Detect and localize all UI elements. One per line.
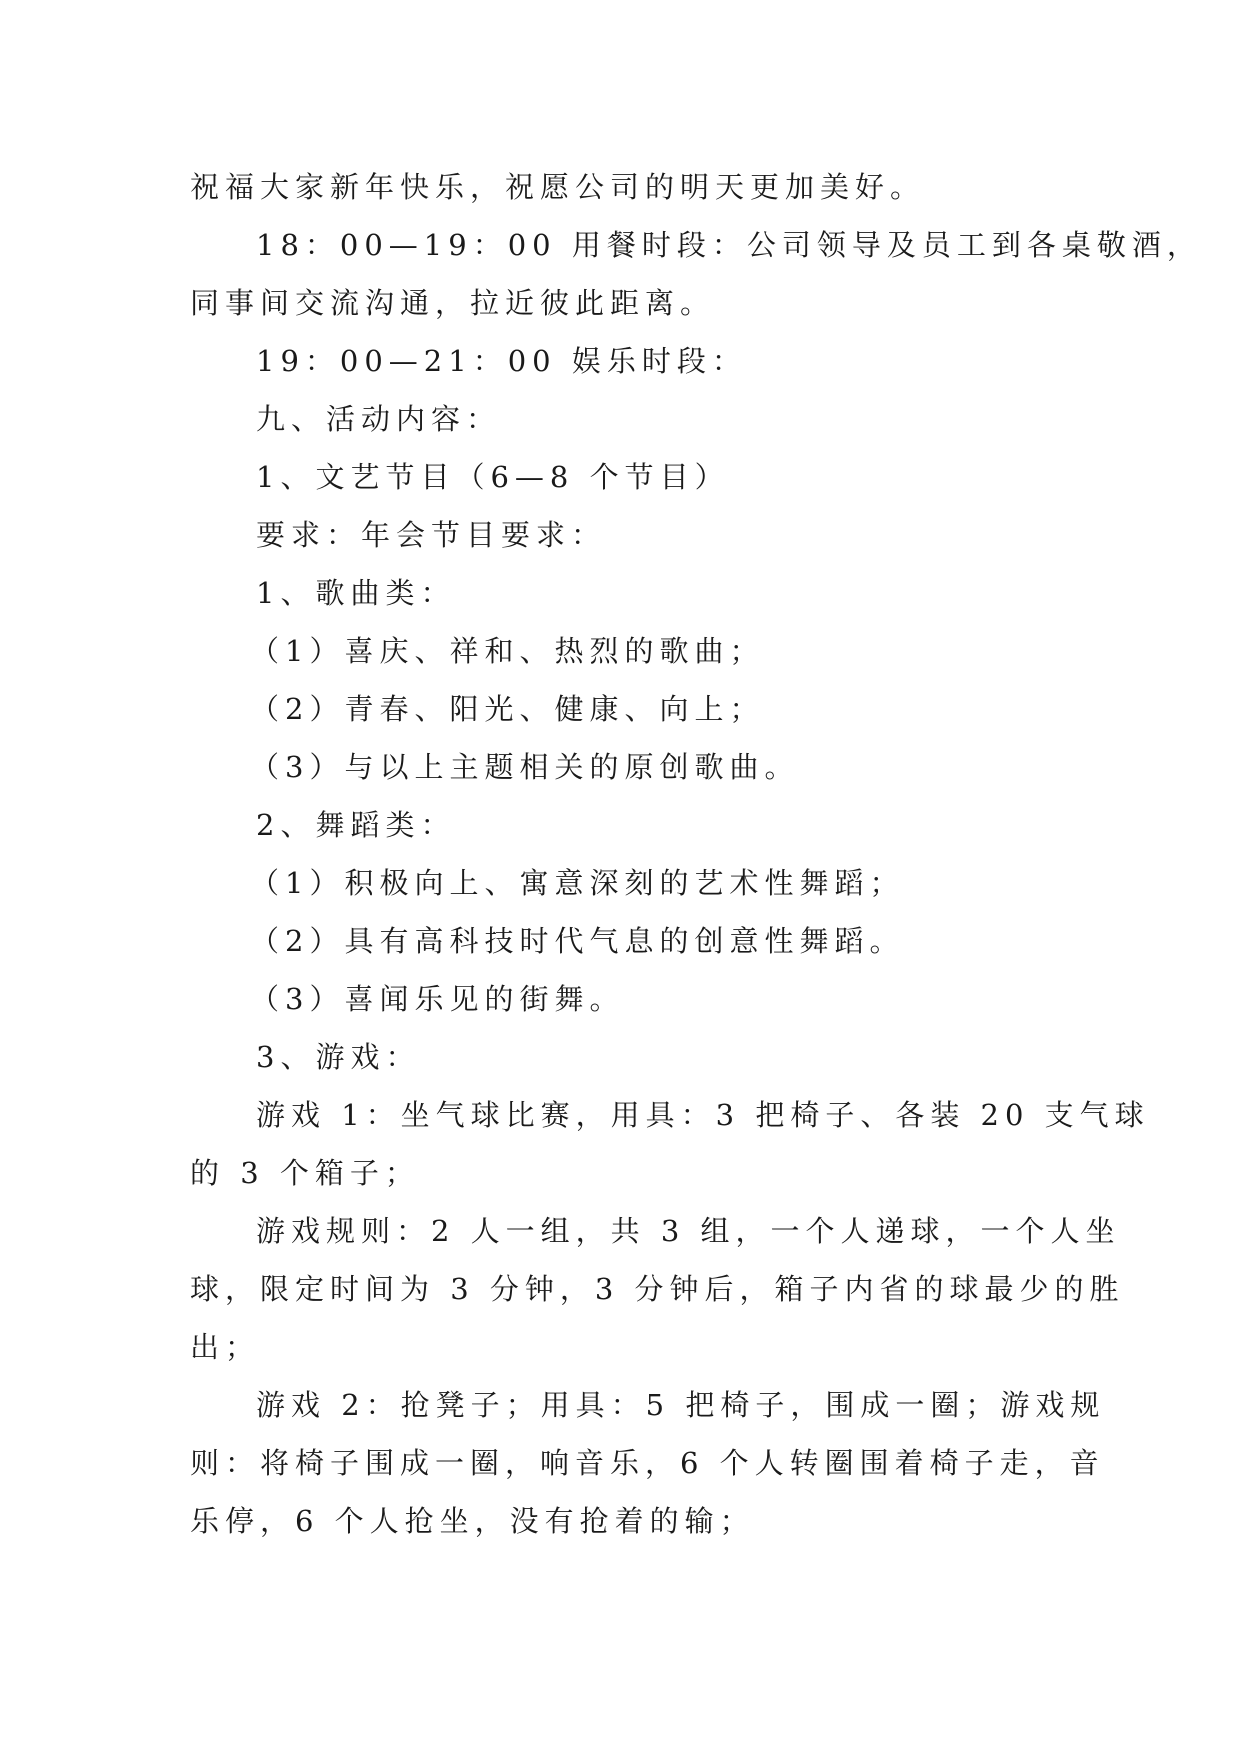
list-heading: 1、歌曲类： [256, 576, 456, 610]
paragraph-line: 出； [190, 1330, 261, 1364]
list-item: （3）与以上主题相关的原创歌曲。 [250, 750, 800, 784]
paragraph-line: 18：00—19：00 用餐时段：公司领导及员工到各桌敬酒， [256, 228, 1202, 262]
section-heading: 九、活动内容： [256, 402, 502, 436]
paragraph-line: 则：将椅子围成一圈，响音乐，6 个人转圈围着椅子走，音 [190, 1446, 1105, 1480]
list-item: （2）具有高科技时代气息的创意性舞蹈。 [250, 924, 905, 958]
paragraph-line: 要求：年会节目要求： [256, 518, 607, 552]
paragraph-line: 同事间交流沟通，拉近彼此距离。 [190, 286, 716, 320]
list-heading: 3、游戏： [256, 1040, 421, 1074]
document-body [190, 158, 1202, 1550]
paragraph-line: 游戏 2：抢凳子；用具：5 把椅子，围成一圈；游戏规 [256, 1388, 1106, 1422]
paragraph-line: 祝福大家新年快乐，祝愿公司的明天更加美好。 [190, 170, 926, 204]
paragraph-line: 乐停，6 个人抢坐，没有抢着的输； [190, 1504, 755, 1538]
paragraph-line: 19：00—21：00 娱乐时段： [256, 344, 747, 378]
list-item: （2）青春、阳光、健康、向上； [250, 692, 765, 726]
list-heading: 2、舞蹈类： [256, 808, 456, 842]
list-item: （1）积极向上、寓意深刻的艺术性舞蹈； [250, 866, 905, 900]
paragraph-line: 的 3 个箱子； [190, 1156, 420, 1190]
subsection-heading: 1、文艺节目（6—8 个节目） [256, 460, 730, 494]
paragraph-line: 球，限定时间为 3 分钟，3 分钟后，箱子内省的球最少的胜 [190, 1272, 1125, 1306]
list-item: （3）喜闻乐见的街舞。 [250, 982, 625, 1016]
list-item: （1）喜庆、祥和、热烈的歌曲； [250, 634, 765, 668]
paragraph-line: 游戏 1：坐气球比赛，用具：3 把椅子、各装 20 支气球 [256, 1098, 1150, 1132]
paragraph-line: 游戏规则：2 人一组，共 3 组，一个人递球，一个人坐 [256, 1214, 1121, 1248]
